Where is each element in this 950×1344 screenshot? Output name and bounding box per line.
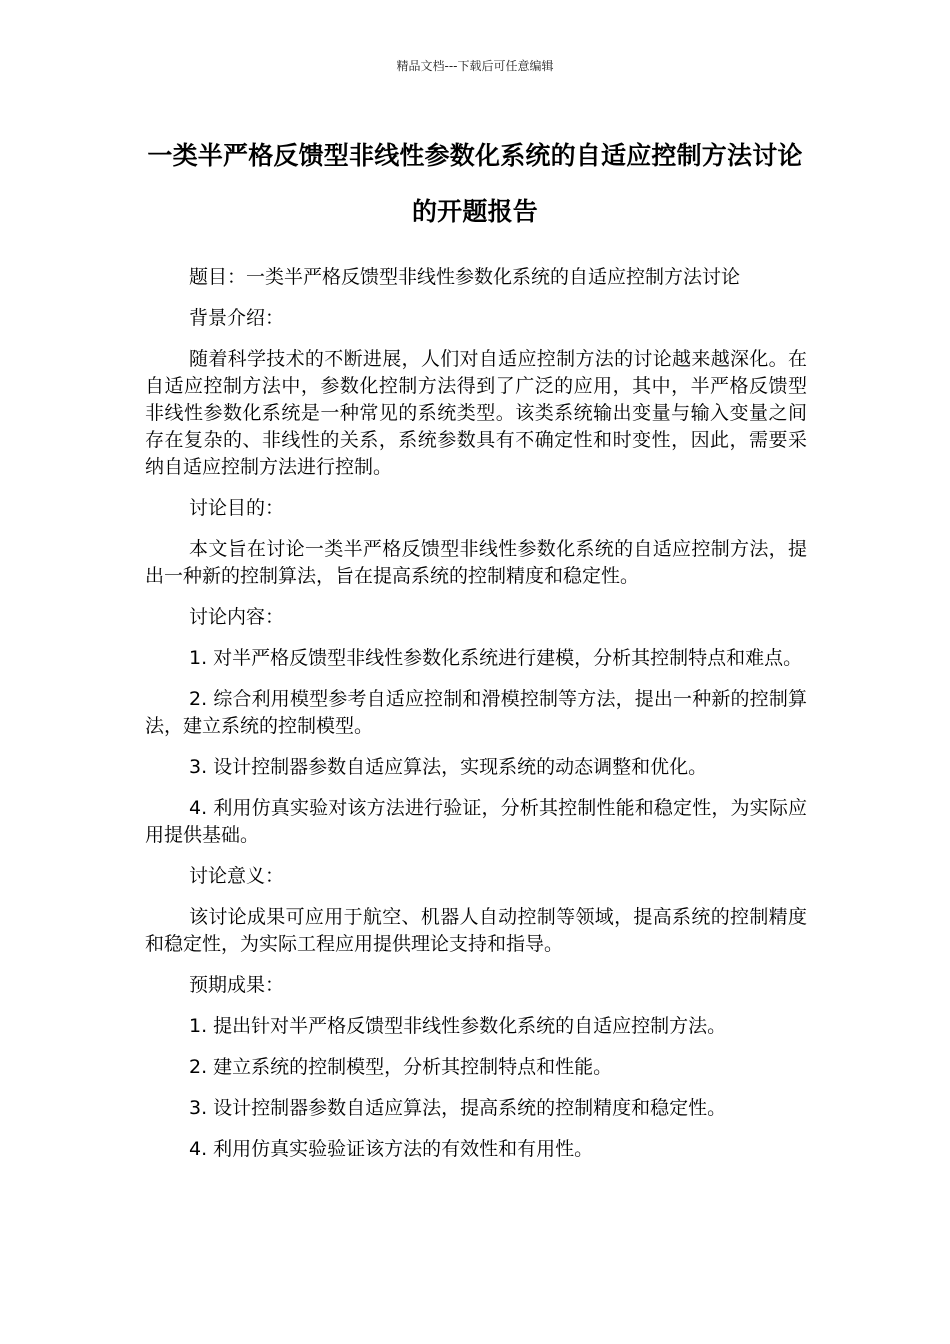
result-item-4: 4. 利用仿真实验验证该方法的有效性和有用性。 [189,1138,594,1160]
result-item-2: 2. 建立系统的控制模型，分析其控制特点和性能。 [189,1056,613,1078]
document-title: 一类半严格反馈型非线性参数化系统的自适应控制方法讨论的开题报告 [147,141,803,226]
content-item-4: 4. 利用仿真实验对该方法进行验证，分析其控制性能和稳定性，为实际应用提供基础。 [145,797,807,846]
paragraph-purpose: 本文旨在讨论一类半严格反馈型非线性参数化系统的自适应控制方法，提出一种新的控制算法，旨在提高系统的控制精度和稳定性。 [145,538,807,587]
heading-background: 背景介绍： [189,307,285,329]
paragraph-background: 随着科学技术的不断进展，人们对自适应控制方法的讨论越来越深化。在自适应控制方法中，参数化控制方法得到了广泛的应用，其中，半严格反馈型非线性参数化系统是一种常见的系统类型。该类系统输出变量与输入变量之间存在复杂的、非线性的关系，系统参数具有不确定性和时变性，因此，需要采纳自适应控制方法进行控制。 [145,348,807,478]
content-item-3: 3. 设计控制器参数自适应算法，实现系统的动态调整和优化。 [189,756,708,778]
document-body [145,264,807,1177]
heading-content: 讨论内容： [189,606,285,628]
result-item-1: 1. 提出针对半严格反馈型非线性参数化系统的自适应控制方法。 [189,1015,727,1037]
heading-expected-results: 预期成果： [189,974,285,996]
content-item-2: 2. 综合利用模型参考自适应控制和滑模控制等方法，提出一种新的控制算法，建立系统的控制模型。 [145,688,807,737]
paragraph-topic: 题目：一类半严格反馈型非线性参数化系统的自适应控制方法讨论 [189,266,741,288]
header-note: 精品文档---下载后可任意编辑 [396,59,554,73]
paragraph-significance: 该讨论成果可应用于航空、机器人自动控制等领域，提高系统的控制精度和稳定性，为实际工程应用提供理论支持和指导。 [145,906,807,955]
heading-significance: 讨论意义： [189,865,285,887]
heading-purpose: 讨论目的： [189,497,285,519]
content-item-1: 1. 对半严格反馈型非线性参数化系统进行建模，分析其控制特点和难点。 [189,647,803,669]
result-item-3: 3. 设计控制器参数自适应算法，提高系统的控制精度和稳定性。 [189,1097,727,1119]
